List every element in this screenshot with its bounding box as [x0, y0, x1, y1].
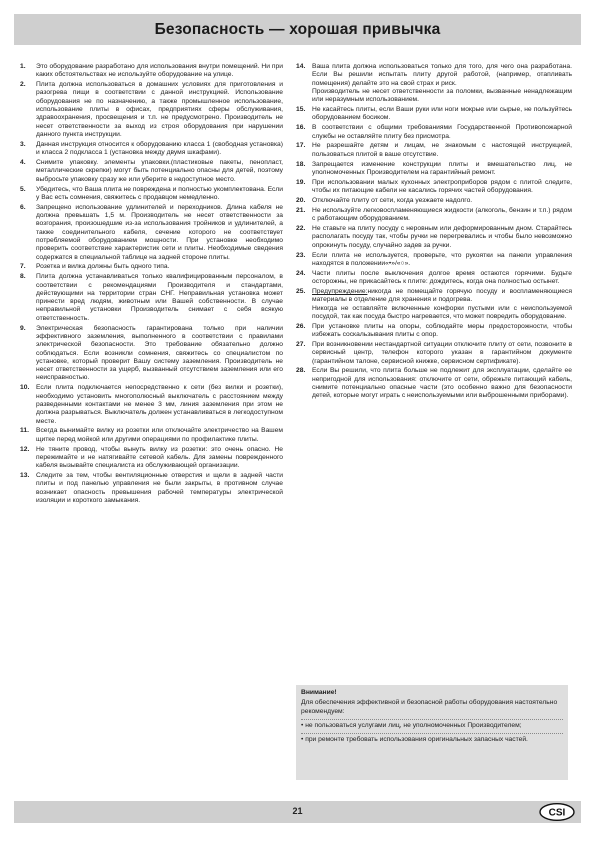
item-body [312, 367, 572, 400]
item-body [36, 325, 283, 383]
list-item [296, 124, 572, 141]
item-text: В соответствии с общими требованиями Государственной Противопожарной службы не оставляйте плиту без присмотра. [312, 124, 572, 140]
warning-lead: Предупреждение: [312, 287, 368, 295]
item-number: 17. [296, 142, 306, 150]
notice-bullet: • при ремонте требовать использования оригинальных запасных частей. [301, 736, 528, 744]
item-body [36, 472, 283, 505]
item-text: Не ставьте на плиту посуду с неровным или деформированным дном. Старайтесь располагать посуду так, чтобы ручки не перегревались и чтобы было невозможно опрокинуть посуду, случайно задев за ручки. [312, 225, 572, 249]
item-text: Плита должна использоваться в домашних условиях для приготовления и разогрева пищи в соответствии с данной инструкцией. Использование оборудования не по назначению, а также промышленное использование, использование плиты в офисах, предприятиях сферы обслуживания, здравоохранения, просвещения и т.п. не предусмотрено. Производитель не несет ответственности за выход из строя оборудования при нарушении данного пункта инструкции. [36, 81, 283, 138]
item-text: Электрическая безопасность гарантирована только при наличии эффективного заземления, выполненного в соответствии с правилами электрической безопасности. Это требование обязательно должно соблюдаться. Если возникли сомнения, свяжитесь со специалистом по установке, который проверит Вашу систему заземления. Производитель не несет ответственности за ущерб, вызванный отсутствием заземления или его неисправностью. [36, 324, 283, 382]
item-body [36, 263, 283, 271]
item-number: 15. [296, 106, 306, 114]
item-number: 3. [20, 140, 26, 148]
list-item [20, 63, 283, 80]
item-body [36, 186, 283, 203]
list-item [20, 81, 283, 139]
list-item [296, 252, 572, 269]
item-body [36, 141, 283, 158]
list-item [20, 472, 283, 505]
page-header [14, 14, 581, 45]
list-item [296, 367, 572, 400]
item-body [36, 63, 283, 80]
list-item [20, 204, 283, 262]
item-text: Снимите упаковку. элементы упаковки.(пластиковые пакеты, пенопласт, металлические скрепки) могут быть потенциально опасны для детей, поэтому выбросьте упаковку сразу же или уберите в недоступное место. [36, 159, 283, 183]
page-number: 21 [292, 806, 303, 816]
item-body [312, 341, 572, 366]
item-number: 11. [20, 427, 29, 435]
page-footer [14, 801, 581, 823]
list-item [20, 384, 283, 425]
list-item [20, 159, 283, 184]
item-body [312, 124, 572, 141]
item-number: 6. [20, 203, 26, 211]
list-item [296, 323, 572, 340]
item-number: 18. [296, 160, 306, 168]
item-text: Данная инструкция относится к оборудованию класса 1 (свободная установка) и класса 2 подкласса 1 (установка между двумя шкафами). [36, 140, 283, 157]
item-number: 21. [296, 206, 306, 214]
notice-box [296, 685, 568, 780]
logo-text: CSI [548, 807, 566, 819]
item-number: 12. [20, 445, 30, 453]
item-number: 24. [296, 269, 306, 277]
left-column [20, 63, 283, 507]
item-text: При установке плиты на опоры, соблюдайте меры предосторожности, чтобы избежать соскальзывания плиты с опор. [312, 322, 572, 339]
item-number: 26. [296, 322, 306, 330]
list-item [296, 63, 572, 104]
item-body [312, 161, 572, 178]
item-body [36, 81, 283, 139]
item-text: Плита должна устанавливаться только квалифицированным персоналом, в соответствии с рекомендациями Производителя и стандартами, действующими на территории стран СНГ. Неправильная установка может принести вред людям, животным или Вашей собственности. В случае неправильной установки Производитель снимает с себя всякую ответственность. [36, 273, 283, 322]
item-text: Розетка и вилка должны быть одного типа. [36, 263, 170, 271]
item-body [312, 63, 572, 104]
item-number: 1. [20, 63, 26, 70]
list-item [20, 325, 283, 383]
item-number: 28. [296, 367, 306, 375]
notice-divider [301, 733, 563, 734]
item-text [312, 288, 572, 305]
list-item [296, 225, 572, 250]
right-column [296, 63, 572, 402]
item-number: 2. [20, 81, 26, 89]
item-body [312, 323, 572, 340]
item-text: При возникновении нестандартной ситуации отключите плиту от сети, позвоните в сервисный центр, телефон которого указан в гарантийном документе (гарантийном талоне, сервисной книжке, сервисном сертификате). [312, 340, 572, 365]
list-item [296, 106, 572, 123]
item-number: 27. [296, 340, 306, 348]
item-body [312, 225, 572, 250]
item-number: 14. [296, 63, 306, 70]
item-number: 23. [296, 251, 306, 259]
item-number: 16. [296, 124, 306, 132]
item-body [312, 179, 572, 196]
item-number: 13. [20, 472, 30, 480]
item-text: Это оборудование разработано для использования внутри помещений. Ни при каких обстоятельствах не используйте оборудование на улице. [36, 63, 283, 79]
list-item [296, 288, 572, 321]
item-text: Если плита подключается непосредственно к сети (без вилки и розетки), необходимо установить многополюсный выключатель с расстоянием между разведенными контактами не менее 3 мм, линия заземления при этом не должна разрываться. Выключатель должен устанавливаться в легкодоступном месте. [36, 384, 283, 425]
item-number: 9. [20, 324, 26, 332]
item-body [312, 270, 572, 287]
item-text: Если плита не используется, проверьте, что рукоятки на панели управления находятся в положении«•»/«○». [312, 251, 572, 267]
csi-logo [539, 803, 575, 821]
item-text: Запрещено использование удлинителей и переходников. Длина кабеля не должна превышать 1,5 м. Производитель не несет ответственности за возгорания, произошедшие из-за использования тройников и удлинителей, а также соединительного кабеля, сечение которого не соответствует потребляемой оборудованием мощности. При установке необходимо проверить соответствие характеристик сети и плиты. Необходимые сведения содержатся в специальной таблице на задней стороне плиты. [36, 203, 283, 261]
item-text-rest: никогда не помещайте горячую посуду и воспламеняющиеся материалы в отделение для хранения и подогрева. [312, 287, 572, 304]
list-item [296, 142, 572, 159]
item-extra-text: Производитель не несет ответственности за поломки, вызванные ненадлежащим или неразумным использованием. [312, 87, 572, 104]
item-body [312, 207, 572, 224]
notice-title: Внимание! [301, 689, 337, 696]
item-body [36, 384, 283, 425]
item-number: 19. [296, 178, 306, 186]
item-number: 5. [20, 185, 26, 193]
item-text: Следите за тем, чтобы вентиляционные отверстия и щели в задней части плиты и под панелью управления не были закрыты, в противном случае возникает опасность превышения рабочей температуры электрической изоляции и короткого замыкания. [36, 472, 283, 504]
item-text: Части плиты после выключения долгое время остаются горячими. Будьте осторожны, не прикасайтесь к плите: дождитесь, когда она полностью остынет. [312, 269, 572, 286]
item-number: 25. [296, 287, 306, 295]
list-item [20, 186, 283, 203]
item-text: Не тяните провод, чтобы вынуть вилку из розетки: это очень опасно. Не пережимайте и не натягивайте сетевой кабель. Для замены поврежденного кабеля вызывайте специалиста из обслуживающей организации. [36, 445, 283, 470]
item-text: Не используйте легковоспламеняющиеся жидкости (алкоголь, бензин и т.п.) рядом с работающим оборудованием. [312, 206, 572, 223]
item-number: 20. [296, 197, 306, 205]
item-body [312, 288, 572, 321]
item-body [36, 446, 283, 471]
notice-intro: Для обеспечения эффективной и безопасной работы оборудования настоятельно рекомендуем: [301, 699, 558, 715]
list-item [296, 161, 572, 178]
item-text: При использовании малых кухонных электроприборов рядом с плитой следите, чтобы их питающие кабели не касались горячих частей оборудования. [312, 178, 572, 195]
item-text: Отключайте плиту от сети, когда уезжаете надолго. [312, 197, 473, 205]
item-text: Всегда вынимайте вилку из розетки или отключайте электричество на Вашем щитке перед мойкой или другими операциями по профилактике плиты. [36, 427, 283, 443]
list-item [296, 179, 572, 196]
item-body [36, 204, 283, 262]
item-text: Не касайтесь плиты, если Ваши руки или ноги мокрые или сырые, не пользуйтесь оборудованием босиком. [312, 106, 572, 122]
list-item [20, 273, 283, 323]
list-item [20, 141, 283, 158]
item-body [312, 252, 572, 269]
item-number: 7. [20, 263, 26, 271]
item-text: Если Вы решили, что плита больше не подлежит для эксплуатации, сделайте ее непригодной для использования: отключите от сети, обрежьте питающий кабель, снимите потенциально опасные части (это особенно важно для безопасности детей, которые могут играть с неиспользуемыми или выброшенными приборами). [312, 367, 572, 400]
item-text: Ваша плита должна использоваться только для того, для чего она разработана. Если Вы решили испытать плиту другой работой, (например, отапливать помещения) делайте это на свой страх и риск. [312, 63, 572, 87]
page-title: Безопасность — хорошая привычка [154, 20, 441, 38]
list-item [296, 207, 572, 224]
list-item [296, 197, 572, 205]
item-number: 8. [20, 273, 26, 281]
list-item [20, 263, 283, 271]
notice-divider [301, 719, 563, 720]
item-number: 10. [20, 384, 30, 392]
item-text: Не разрешайте детям и лицам, не знакомым с настоящей инструкцией, пользоваться плитой в ваше отсутствие. [312, 142, 572, 158]
item-text: Убедитесь, что Ваша плита не повреждена и полностью укомплектована. Если у Вас есть сомнения, свяжитесь с продавцом немедленно. [36, 185, 283, 201]
item-body [36, 427, 283, 444]
item-extra-text: Никогда не оставляйте включенные конфорки пустыми или с неиспользуемой посудой, так как посуда быстро нагревается, что может повредить оборудование. [312, 304, 572, 320]
item-body [36, 159, 283, 184]
notice-bullet: • не пользоваться услугами лиц, не уполномоченных Производителем; [301, 721, 522, 729]
list-item [296, 341, 572, 366]
item-body [36, 273, 283, 323]
list-item [296, 270, 572, 287]
item-body [312, 142, 572, 159]
list-item [20, 427, 283, 444]
item-body [312, 197, 572, 205]
item-number: 22. [296, 225, 306, 233]
list-item [20, 446, 283, 471]
item-body [312, 106, 572, 123]
item-text: Запрещается изменение конструкции плиты и вмешательство лиц, не уполномоченных Производителем на гарантийный ремонт. [312, 160, 572, 176]
item-number: 4. [20, 159, 26, 167]
